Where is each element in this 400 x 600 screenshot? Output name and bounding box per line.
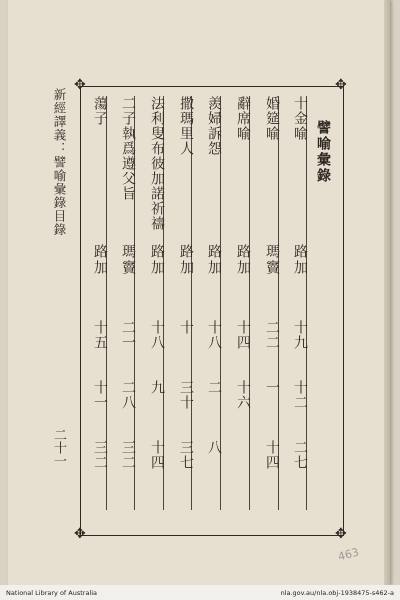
parable-book: 瑪竇 — [264, 244, 280, 276]
parable-start: 二 — [206, 380, 222, 395]
parable-start: 二八 — [120, 380, 136, 410]
parable-title: 法利叟布彼加諾祈禱 — [149, 96, 165, 231]
pencil-annotation: 463 — [336, 545, 361, 564]
parable-chapter: 十九 — [292, 320, 308, 350]
parable-start: 一 — [264, 380, 280, 395]
parable-end: 十四 — [264, 440, 280, 470]
parable-chapter: 十 — [178, 320, 194, 335]
parable-start: 十二 — [292, 380, 308, 410]
parable-start: 三十 — [178, 380, 194, 410]
parable-chapter: 十五 — [92, 320, 108, 350]
parable-book: 路加 — [92, 244, 108, 276]
parable-title: 羨婦訴怨 — [206, 96, 222, 156]
corner-ornament-icon: ✥ — [335, 77, 347, 93]
running-header: 新經譯義：譬喻彙錄目錄 — [52, 88, 67, 237]
parable-chapter: 十八 — [206, 320, 222, 350]
parable-chapter: 十八 — [149, 320, 165, 350]
parable-title: 撒瑪里人 — [178, 96, 194, 156]
parable-end: 三二 — [120, 440, 136, 470]
parable-book: 路加 — [292, 244, 308, 276]
parable-title: 婚筵喻 — [264, 96, 280, 141]
parable-book: 路加 — [206, 244, 222, 276]
parable-start: 十六 — [235, 380, 251, 410]
column-rule — [249, 96, 250, 510]
parable-end: 三二 — [92, 440, 108, 470]
parable-start: 九 — [149, 380, 165, 395]
page-edge — [384, 0, 390, 585]
parable-title: 蕩子 — [92, 96, 108, 126]
parable-title: 辭席喻 — [235, 96, 251, 141]
parable-title: 二子執爲遵父旨 — [120, 96, 136, 201]
parable-book: 路加 — [178, 244, 194, 276]
parable-chapter: 二二 — [264, 320, 280, 350]
corner-ornament-icon: ✥ — [74, 526, 86, 542]
parable-book: 瑪竇 — [120, 244, 136, 276]
parable-book: 路加 — [149, 244, 165, 276]
footer-identifier: nla.gov.au/nla.obj-1938475-s462-a — [280, 589, 394, 597]
footer-credit: National Library of Australia — [6, 589, 98, 597]
parable-end: 八 — [206, 440, 222, 455]
parable-end: 二七 — [292, 440, 308, 470]
page-number: 二十一 — [51, 428, 66, 467]
list-title: 譬喻彙錄 — [315, 120, 331, 184]
parable-chapter: 二一 — [120, 320, 136, 350]
parable-chapter: 十四 — [235, 320, 251, 350]
parable-title: 十金喻 — [292, 96, 308, 141]
parable-start: 十一 — [92, 380, 108, 410]
parable-end: 十四 — [149, 440, 165, 470]
corner-ornament-icon: ✥ — [335, 526, 347, 542]
parable-book: 路加 — [235, 244, 251, 276]
corner-ornament-icon: ✥ — [74, 77, 86, 93]
parable-end: 三七 — [178, 440, 194, 470]
